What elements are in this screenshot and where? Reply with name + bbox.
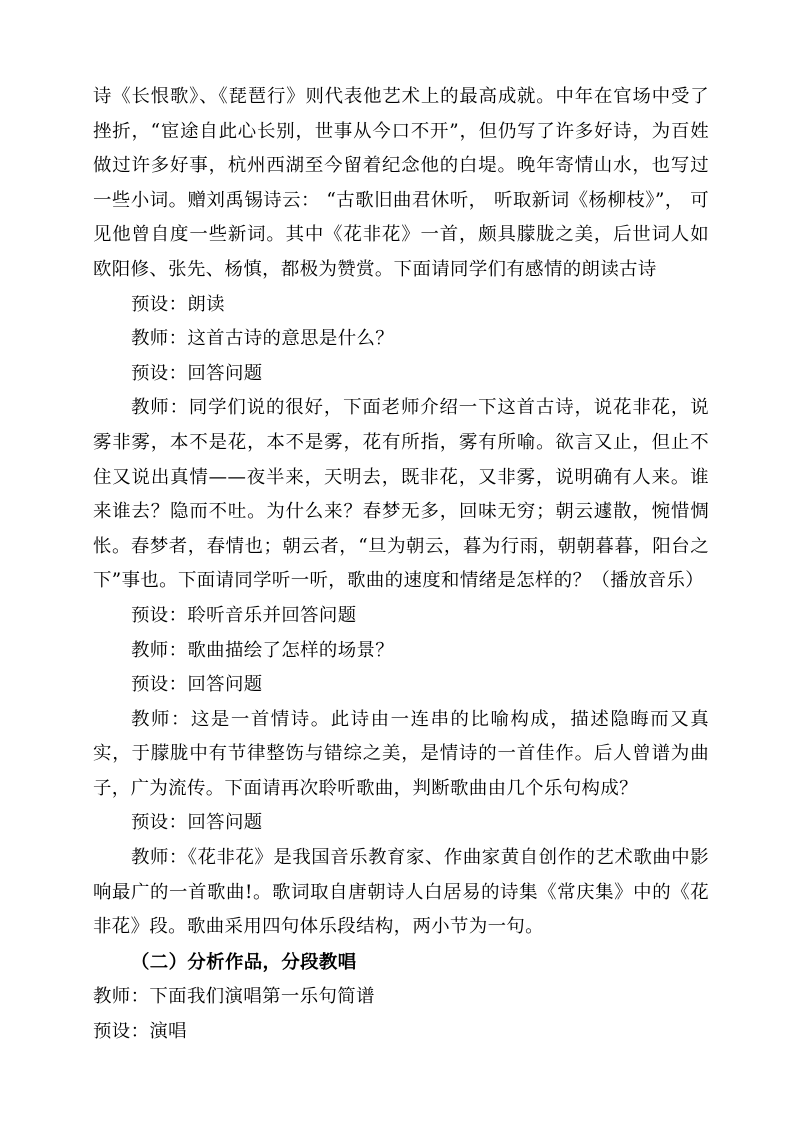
paragraph-preset-answer-2: 预设：回答问题 (131, 674, 263, 696)
paragraph-preset-sing: 预设：演唱 (93, 1021, 187, 1043)
paragraph-teacher-song-background: 教师：《花非花》是我国音乐教育家、作曲家黄自创作的艺术歌曲中影响最广的一首歌曲!。歌词取自唐朝诗人白居易的诗集《常庆集》中的《花非花》段。歌曲采用四句体乐段结构，两小节为一句。 (93, 847, 709, 938)
paragraph-preset-answer-3: 预设：回答问题 (131, 812, 263, 834)
section-heading: （二）分析作品，分段教唱 (131, 951, 357, 973)
paragraph-intro: 诗《长恨歌》、《琵琶行》则代表他艺术上的最高成就。中年在官场中受了挫折，“宦途自此心长别，世事从今口不开”，但仍写了许多好诗，为百姓做过许多好事，杭州西湖至今留着纪念他的白堤。晚年寄情山水，也写过一些小词。赠刘禹锡诗云： “古歌旧曲君休听， 听取新词《杨柳枝》”， 可见他曾自度一些新词。其中《花非花》一首，颇具朦胧之美，后世词人如欧阳修、张先、杨慎，都极为赞赏。下面请同学们有感情的朗读古诗 (93, 86, 709, 280)
paragraph-preset-listen: 预设：聆听音乐并回答问题 (131, 604, 357, 626)
paragraph-preset-answer-1: 预设：回答问题 (131, 362, 263, 384)
paragraph-preset-read: 预设：朗读 (131, 293, 225, 315)
paragraph-teacher-introduction: 教师：同学们说的很好，下面老师介绍一下这首古诗，说花非花，说雾非雾，本不是花，本不是雾，花有所指，雾有所喻。欲言又止，但止不住又说出真情——夜半来，天明去，既非花，又非雾，说明确有人来。谁来谁去？隐而不吐。为什么来？春梦无多，回味无穷；朝云遽散，惋惜惆怅。春梦者，春情也；朝云者，“旦为朝云，暮为行雨，朝朝暮暮，阳台之下”事也。下面请同学听一听，歌曲的速度和情绪是怎样的？（播放音乐） (93, 397, 709, 592)
paragraph-teacher-sing-first: 教师：下面我们演唱第一乐句简谱 (93, 986, 375, 1008)
paragraph-teacher-love-poem: 教师：这是一首情诗。此诗由一连串的比喻构成，描述隐晦而又真实，于朦胧中有节律整饬与错综之美，是情诗的一首佳作。后人曾谱为曲子，广为流传。下面请再次聆听歌曲，判断歌曲由几个乐句构成？ (93, 708, 709, 799)
document-page (93, 80, 709, 1050)
paragraph-teacher-question-meaning: 教师：这首古诗的意思是什么？ (131, 328, 395, 350)
paragraph-teacher-question-scene: 教师：歌曲描绘了怎样的场景？ (131, 639, 395, 661)
